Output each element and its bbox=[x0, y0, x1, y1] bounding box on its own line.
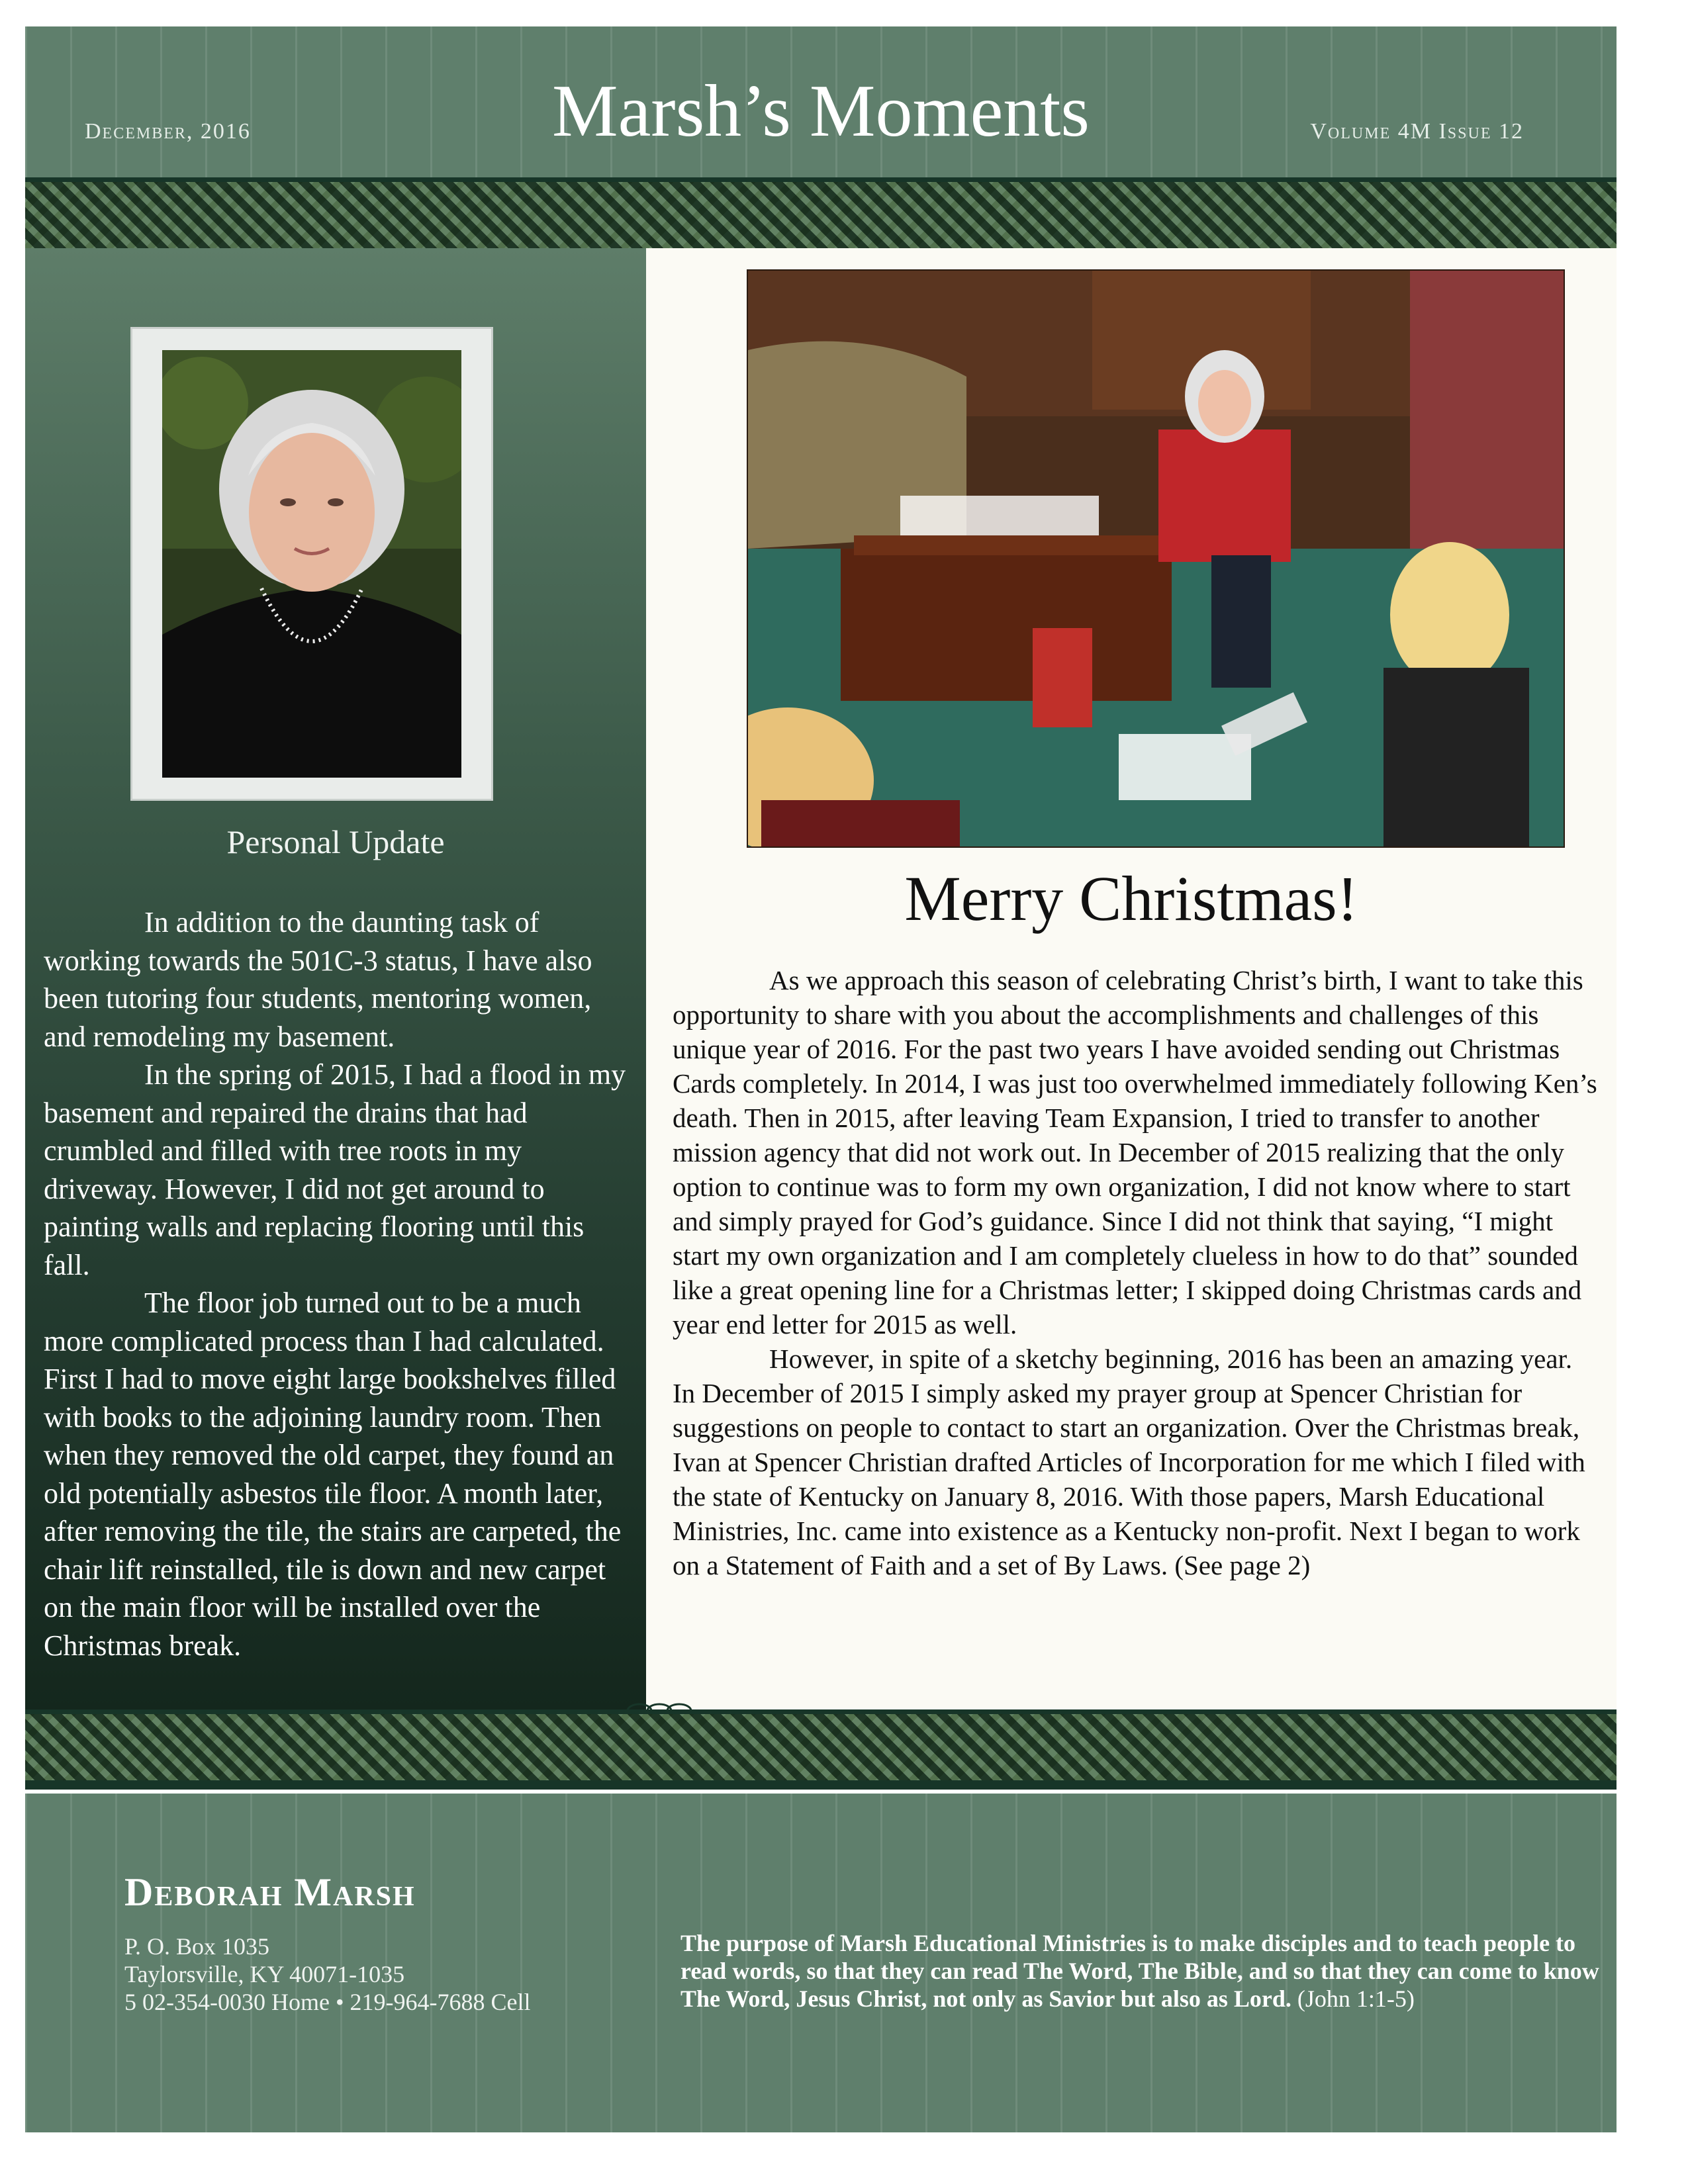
merry-christmas-heading: Merry Christmas! bbox=[904, 863, 1358, 934]
author-name: Deborah Marsh bbox=[124, 1870, 416, 1914]
personal-update-panel bbox=[25, 248, 646, 1709]
volume-issue: Volume 4M Issue 12 bbox=[1310, 119, 1524, 144]
top-braid-border bbox=[25, 182, 1617, 248]
christmas-letter-body bbox=[673, 963, 1599, 1582]
bottom-braid-border bbox=[25, 1714, 1617, 1780]
personal-paragraph: The floor job turned out to be a much more complicated process than I had calculated. First I had to move eight large bookshelves filled with books to the adjoining laundry room. Then when they removed the old carpet, they found an old potentially asbestos tile floor. A month later, after removing the tile, the stairs are carpeted, the chair lift reinstalled, tile is down and new carpet on the main floor will be installed over the Christmas break. bbox=[44, 1287, 622, 1662]
author-contact bbox=[124, 1933, 531, 2016]
letter-paragraph: However, in spite of a sketchy beginning, 2016 has been an amazing year. In December of 2015 I simply asked my prayer group at Spencer Christian for suggestions on people to contact to start an organization. Over the Christmas break, Ivan at Spencer Christian drafted Articles of Incorporation for me which I filed with the state of Kentucky on January 8, 2016. With those papers, Marsh Educational Ministries, Inc. came into existence as a Kentucky non-profit. Next I began to work on a Statement of Faith and a set of By Laws. (See page 2) bbox=[673, 1343, 1585, 1580]
newsletter-title: Marsh’s Moments bbox=[552, 70, 1090, 152]
personal-paragraph: In addition to the daunting task of working towards the 501C-3 status, I have also been tutoring four students, mentoring women, and remodeling my basement. bbox=[44, 906, 592, 1053]
scripture-reference: (John 1:1-5) bbox=[1297, 1985, 1415, 2012]
ministry-purpose bbox=[680, 1929, 1607, 2013]
bottom-braid-rule bbox=[25, 1780, 1617, 1790]
personal-paragraph: In the spring of 2015, I had a flood in my basement and repaired the drains that had crumbled and filled with tree roots in my driveway. However, I did not get around to painting walls and replacing flooring until this fall. bbox=[44, 1058, 626, 1281]
portrait-photo-icon bbox=[162, 350, 461, 778]
footer bbox=[25, 1794, 1617, 2132]
issue-date: December, 2016 bbox=[85, 119, 251, 144]
address-line: Taylorsville, KY 40071-1035 bbox=[124, 1961, 405, 1987]
christmas-photo-icon bbox=[747, 269, 1565, 848]
main-article-panel bbox=[646, 248, 1617, 1709]
address-line: P. O. Box 1035 bbox=[124, 1933, 270, 1960]
personal-update-body bbox=[44, 903, 634, 1664]
phone-numbers: 5 02-354-0030 Home • 219-964-7688 Cell bbox=[124, 1989, 531, 2015]
purpose-statement: The purpose of Marsh Educational Ministries is to make disciples and to teach people to read words, so that they can read The Word, The Bible, and so that they can come to know The Word, Jesus Christ, not only as Savior but also as Lord. bbox=[680, 1930, 1599, 2012]
portrait-frame bbox=[132, 329, 491, 799]
masthead bbox=[25, 26, 1617, 177]
personal-update-heading: Personal Update bbox=[226, 823, 445, 860]
letter-paragraph: As we approach this season of celebrating Christ’s birth, I want to take this opportunity to share with you about the accomplishments and challenges of this unique year of 2016. For the past two years I have avoided sending out Christmas Cards completely. In 2014, I was just too overwhelmed immediately following Ken’s death. Then in 2015, after leaving Team Expansion, I tried to transfer to another mission agency that did not work out. In December of 2015 realizing that the only option to continue was to form my own organization, I did not know where to start and simply prayed for God’s guidance. Since I did not think that saying, “I might start my own organization and I am completely clueless in how to do that” sounded like a great opening line for a Christmas letter; I skipped doing Christmas cards and year end letter for 2015 as well. bbox=[673, 965, 1597, 1340]
